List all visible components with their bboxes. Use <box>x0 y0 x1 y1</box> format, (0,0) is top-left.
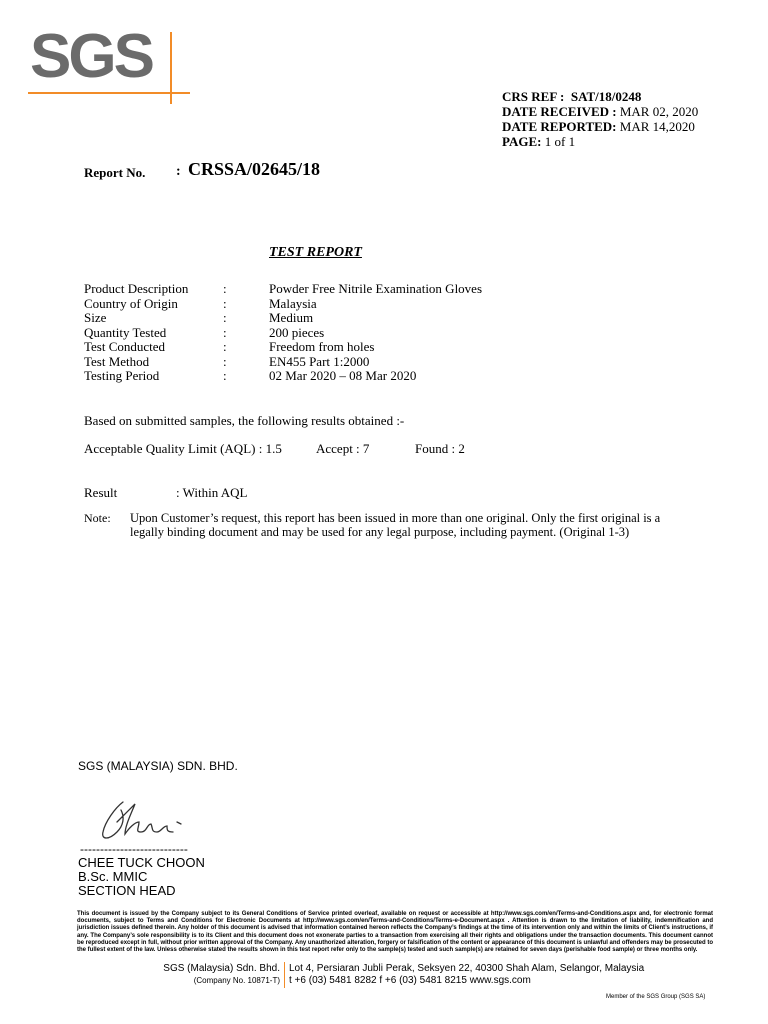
sgs-logo <box>0 0 200 110</box>
date-received-label: DATE RECEIVED : <box>502 104 617 119</box>
detail-value: Medium <box>269 310 314 325</box>
signatory-degree: B.Sc. MMIC <box>78 869 148 884</box>
result-label: Result <box>84 485 118 500</box>
signatory-name: CHEE TUCK CHOON <box>78 855 205 870</box>
detail-label: Size <box>84 310 107 325</box>
report-number-value: CRSSA/02645/18 <box>188 159 321 179</box>
aql-value: Acceptable Quality Limit (AQL) : 1.5 <box>84 441 282 456</box>
note-line-2: legally binding document and may be used for any legal purpose, including payment. (Original 1-3) <box>130 525 630 539</box>
detail-value: Malaysia <box>269 296 317 311</box>
logo-text: SGS <box>30 22 152 91</box>
results-intro: Based on submitted samples, the following results obtained :- <box>84 413 405 428</box>
crs-ref-value: SAT/18/0248 <box>570 89 642 104</box>
detail-label: Test Conducted <box>84 339 166 354</box>
found-value: Found : 2 <box>415 441 465 456</box>
logo-horizontal-line <box>28 92 190 94</box>
result-value: : Within AQL <box>176 485 248 500</box>
footer-address: Lot 4, Persiaran Jubli Perak, Seksyen 22, 40300 Shah Alam, Selangor, Malaysia <box>289 963 645 974</box>
page-label: PAGE: <box>502 134 542 149</box>
detail-value: 200 pieces <box>269 325 325 340</box>
detail-separator: : <box>223 354 227 369</box>
signatory-position: SECTION HEAD <box>78 883 176 898</box>
report-number-label: Report No. <box>84 165 146 180</box>
logo-vertical-line <box>170 32 172 104</box>
accept-value: Accept : 7 <box>316 441 370 456</box>
detail-value: Powder Free Nitrile Examination Gloves <box>269 281 483 296</box>
page-line <box>502 134 698 149</box>
report-header-block <box>502 89 698 149</box>
page-value: 1 of 1 <box>544 134 576 149</box>
detail-value: Freedom from holes <box>269 339 375 354</box>
detail-value: EN455 Part 1:2000 <box>269 354 370 369</box>
legal-disclaimer: This document is issued by the Company subject to its General Conditions of Service printed overleaf, available on request or accessible at http://www.sgs.com/en/Terms-and-Conditions.aspx and, for electronic format documents, subject to Terms and Conditions for Electronic Documents at http://www.sgs.com/en/Terms-and-Conditions/Terms-e-Document.aspx . Attention is drawn to the limitation of liability, indemnification and jurisdiction issues defined therein. Any holder of this document is advised that information contained hereon reflects the Company’s findings at the time of its intervention only and within the limits of Client’s instructions, if any. The Company’s sole responsibility is to its Client and this document does not exonerate parties to a transaction from exercising all their rights and obligations under the transaction documents. This document cannot be reproduced except in full, without prior written approval of the Company. Any unauthorized alteration, forgery or falsification of the content or appearance of this document is unlawful and offenders may be prosecuted to the fullest extent of the law. Unless otherwise stated the results shown in this test report refer only to the sample(s) tested and such sample(s) are retained for seven days (perishable food sample) or three months only. <box>77 911 713 954</box>
date-received-value: MAR 02, 2020 <box>619 104 699 119</box>
date-reported-value: MAR 14,2020 <box>619 119 695 134</box>
note-line-1: Upon Customer’s request, this report has been issued in more than one original. Only the first original is a <box>130 511 661 525</box>
detail-separator: : <box>223 310 227 325</box>
detail-separator: : <box>223 325 227 340</box>
detail-label: Product Description <box>84 281 189 296</box>
detail-label: Country of Origin <box>84 296 178 311</box>
detail-label: Testing Period <box>84 368 160 383</box>
crs-ref-line <box>502 89 698 104</box>
report-number-colon: : <box>176 164 181 179</box>
crs-ref-label: CRS REF : <box>502 89 565 104</box>
detail-separator: : <box>223 281 227 296</box>
company-name: SGS (MALAYSIA) SDN. BHD. <box>78 759 238 773</box>
footer-divider <box>284 962 285 988</box>
detail-value: 02 Mar 2020 – 08 Mar 2020 <box>269 368 417 383</box>
detail-separator: : <box>223 339 227 354</box>
footer-address-block <box>289 963 644 987</box>
detail-label: Quantity Tested <box>84 325 167 340</box>
date-reported-line <box>502 119 698 134</box>
footer-company-name: SGS (Malaysia) Sdn. Bhd. <box>163 963 280 974</box>
signature-image <box>95 788 195 843</box>
footer-company <box>160 963 280 987</box>
footer-contact: t +6 (03) 5481 8282 f +6 (03) 5481 8215 www.sgs.com <box>289 975 531 986</box>
page-title: TEST REPORT <box>269 245 362 260</box>
detail-label: Test Method <box>84 354 150 369</box>
date-received-line <box>502 104 698 119</box>
date-reported-label: DATE REPORTED: <box>502 119 617 134</box>
detail-separator: : <box>223 296 227 311</box>
signature-line: --------------------------- <box>80 842 188 856</box>
detail-separator: : <box>223 368 227 383</box>
footer-company-number: (Company No. 10871-T) <box>193 976 280 985</box>
footer-member: Member of the SGS Group (SGS SA) <box>606 994 706 1000</box>
note-label: Note: <box>84 511 111 525</box>
